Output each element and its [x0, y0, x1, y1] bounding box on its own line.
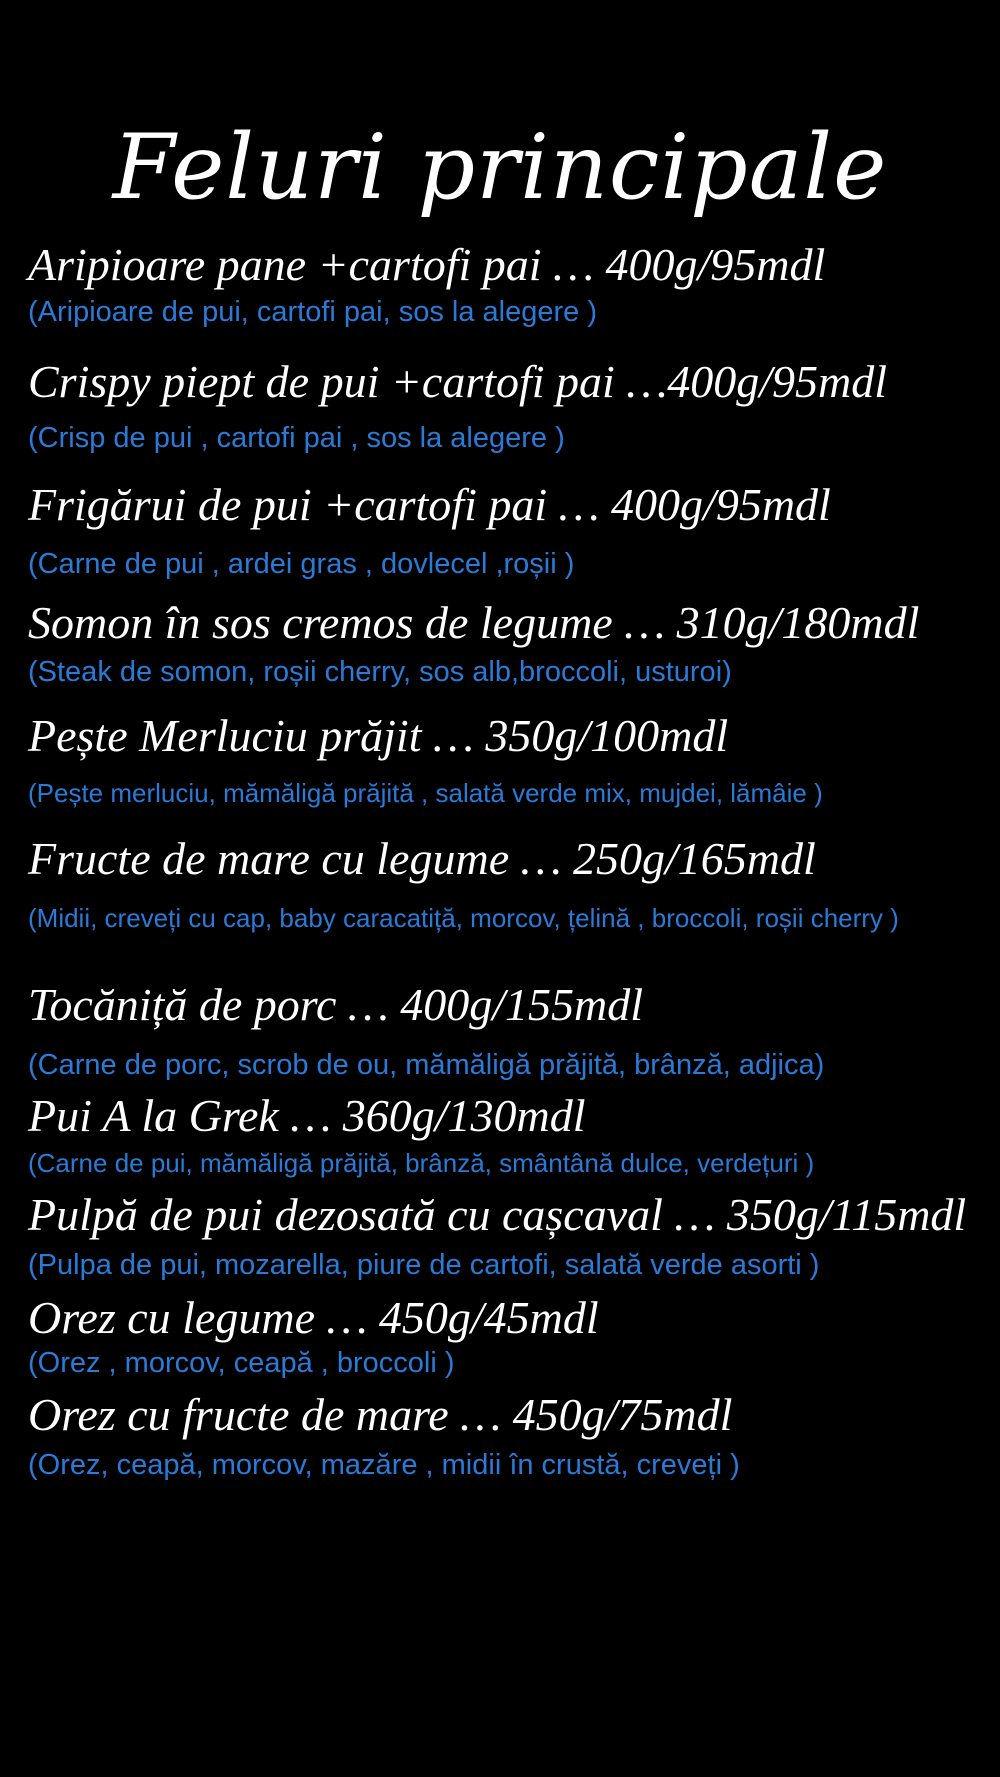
dish-name: Orez cu fructe de mare … 450g/75mdl	[28, 1389, 733, 1440]
dish-description: (Steak de somon, roșii cherry, sos alb,broccoli, usturoi)	[28, 656, 732, 688]
dish-name: Tocăniță de porc … 400g/155mdl	[28, 979, 644, 1030]
dish-description: (Orez, ceapă, morcov, mazăre , midii în crustă, creveți )	[28, 1449, 740, 1481]
dish-description: (Midii, creveți cu cap, baby caracatiță, morcov, țelină , broccoli, roșii cherry )	[28, 903, 899, 933]
dish-name: Pui A la Grek … 360g/130mdl	[28, 1090, 586, 1141]
dish-name: Fructe de mare cu legume … 250g/165mdl	[28, 833, 816, 884]
dish-name: Aripioare pane +cartofi pai … 400g/95mdl	[28, 239, 826, 290]
dish-name: Pulpă de pui dezosată cu cașcaval … 350g/115mdl	[28, 1189, 967, 1240]
dish-name: Orez cu legume … 450g/45mdl	[28, 1292, 599, 1343]
dish-description: (Pulpa de pui, mozarella, piure de cartofi, salată verde asorti )	[28, 1249, 820, 1281]
dish-name: Crispy piept de pui +cartofi pai …400g/95mdl	[28, 356, 888, 407]
page-title: Feluri principale	[112, 115, 888, 220]
dish-description: (Pește merluciu, mămăligă prăjită , salată verde mix, mujdei, lămâie )	[28, 778, 823, 808]
dish-description: (Orez , morcov, ceapă , broccoli )	[28, 1347, 455, 1379]
dish-name: Pește Merluciu prăjit … 350g/100mdl	[28, 710, 729, 761]
dish-description: (Aripioare de pui, cartofi pai, sos la alegere )	[28, 296, 598, 328]
dish-description: (Carne de pui , ardei gras , dovlecel ,roșii )	[28, 548, 575, 580]
dish-description: (Carne de porc, scrob de ou, mămăligă prăjită, brânză, adjica)	[28, 1049, 825, 1081]
dish-description: (Carne de pui, mămăligă prăjită, brânză, smântână dulce, verdețuri )	[28, 1148, 815, 1178]
dish-name: Frigărui de pui +cartofi pai … 400g/95mdl	[28, 479, 831, 530]
dish-name: Somon în sos cremos de legume … 310g/180mdl	[28, 597, 920, 648]
dish-description: (Crisp de pui , cartofi pai , sos la alegere )	[28, 422, 565, 454]
